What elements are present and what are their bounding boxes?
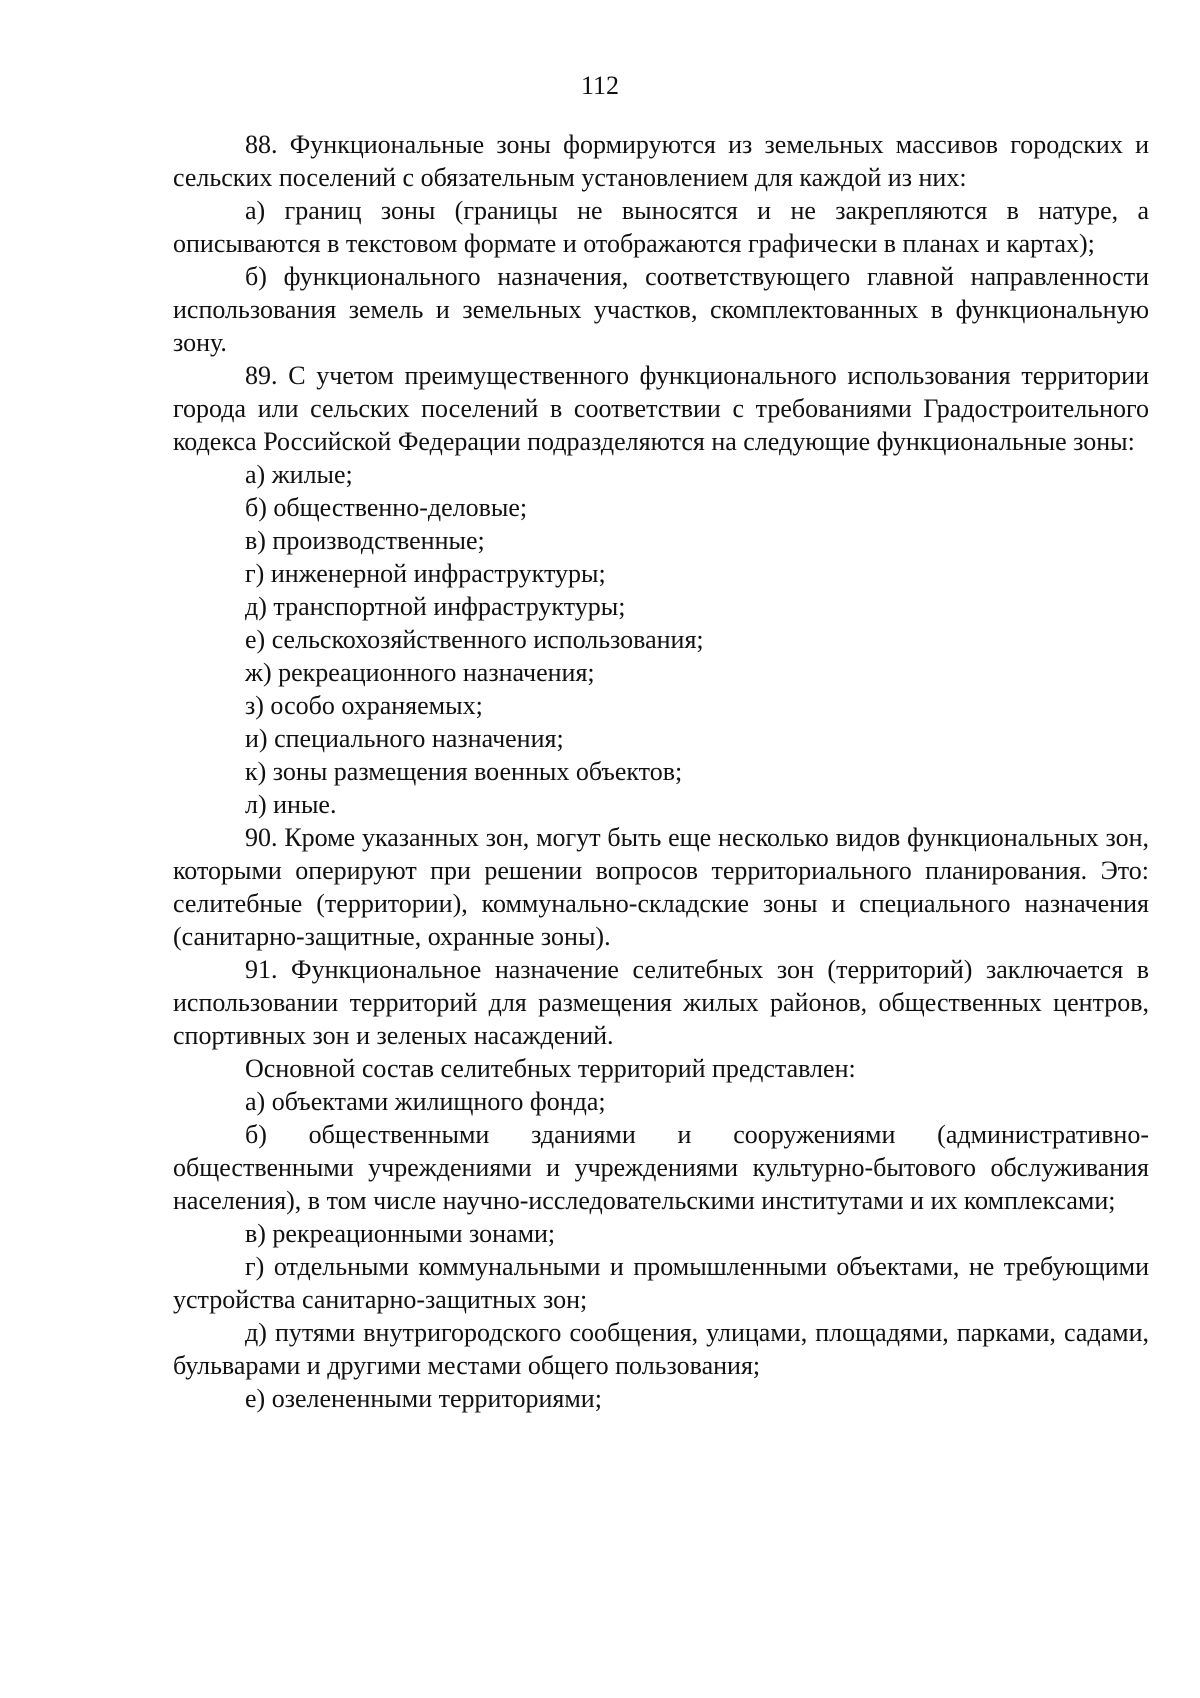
list-item-residential: а) жилые; <box>245 460 353 489</box>
list-item-military-objects: к) зоны размещения военных объектов; <box>245 757 683 786</box>
list-item-b-functional-purpose: б) функционального назначения, соответствующего главной направленности использования земель и земельных участков, скомплектованных в функциональную зону. <box>173 262 1149 357</box>
list-item-agricultural: е) сельскохозяйственного использования; <box>245 625 704 654</box>
paragraph-91: 91. Функциональное назначение селитебных зон (территорий) заключается в использовании территорий для размещения жилых районов, общественных центров, спортивных зон и зеленых насаждений. <box>173 955 1149 1050</box>
paragraph-90: 90. Кроме указанных зон, могут быть еще несколько видов функциональных зон, которыми оперируют при решении вопросов территориального планирования. Это: селитебные (территории), коммунально-складские зоны и специального назначения (санитарно-защитные, охранные зоны). <box>173 823 1149 951</box>
list-item-specially-protected: з) особо охраняемых; <box>245 691 483 720</box>
list-item-special-purpose: и) специального назначения; <box>245 724 564 753</box>
list-item-recreational-zones: в) рекреационными зонами; <box>245 1219 556 1248</box>
paragraph-residential-composition: Основной состав селитебных территорий представлен: <box>245 1054 856 1083</box>
page-number: 112 <box>580 71 620 100</box>
page-body <box>173 128 1149 1415</box>
list-item-a-zone-boundaries: а) границ зоны (границы не выносятся и не закрепляются в натуре, а описываются в текстовом формате и отображаются графически в планах и картах); <box>173 196 1149 258</box>
list-item-housing-stock: а) объектами жилищного фонда; <box>245 1087 606 1116</box>
list-item-urban-transport-routes: д) путями внутригородского сообщения, улицами, площадями, парками, садами, бульварами и другими местами общего пользования; <box>173 1318 1149 1380</box>
paragraph-89: 89. С учетом преимущественного функционального использования территории города или сельских поселений в соответствии с требованиями Градостроительного кодекса Российской Федерации подразделяются на следующие функциональные зоны: <box>173 361 1149 456</box>
list-item-public-business: б) общественно-деловые; <box>245 493 528 522</box>
paragraph-88: 88. Функциональные зоны формируются из земельных массивов городских и сельских поселений с обязательным установлением для каждой из них: <box>173 130 1149 192</box>
list-item-green-areas: е) озелененными территориями; <box>245 1384 602 1413</box>
list-item-recreational: ж) рекреационного назначения; <box>245 658 595 687</box>
list-item-communal-industrial: г) отдельными коммунальными и промышленными объектами, не требующими устройства санитарно-защитных зон; <box>173 1252 1149 1314</box>
list-item-transport-infrastructure: д) транспортной инфраструктуры; <box>245 592 626 621</box>
list-item-industrial: в) производственные; <box>245 526 485 555</box>
list-item-public-buildings: б) общественными зданиями и сооружениями (административно-общественными учреждениями и учреждениями культурно-бытового обслуживания населения), в том числе научно-исследовательскими институтами и их комплексами; <box>173 1120 1149 1215</box>
list-item-engineering-infrastructure: г) инженерной инфраструктуры; <box>245 559 606 588</box>
list-item-other: л) иные. <box>245 790 337 819</box>
